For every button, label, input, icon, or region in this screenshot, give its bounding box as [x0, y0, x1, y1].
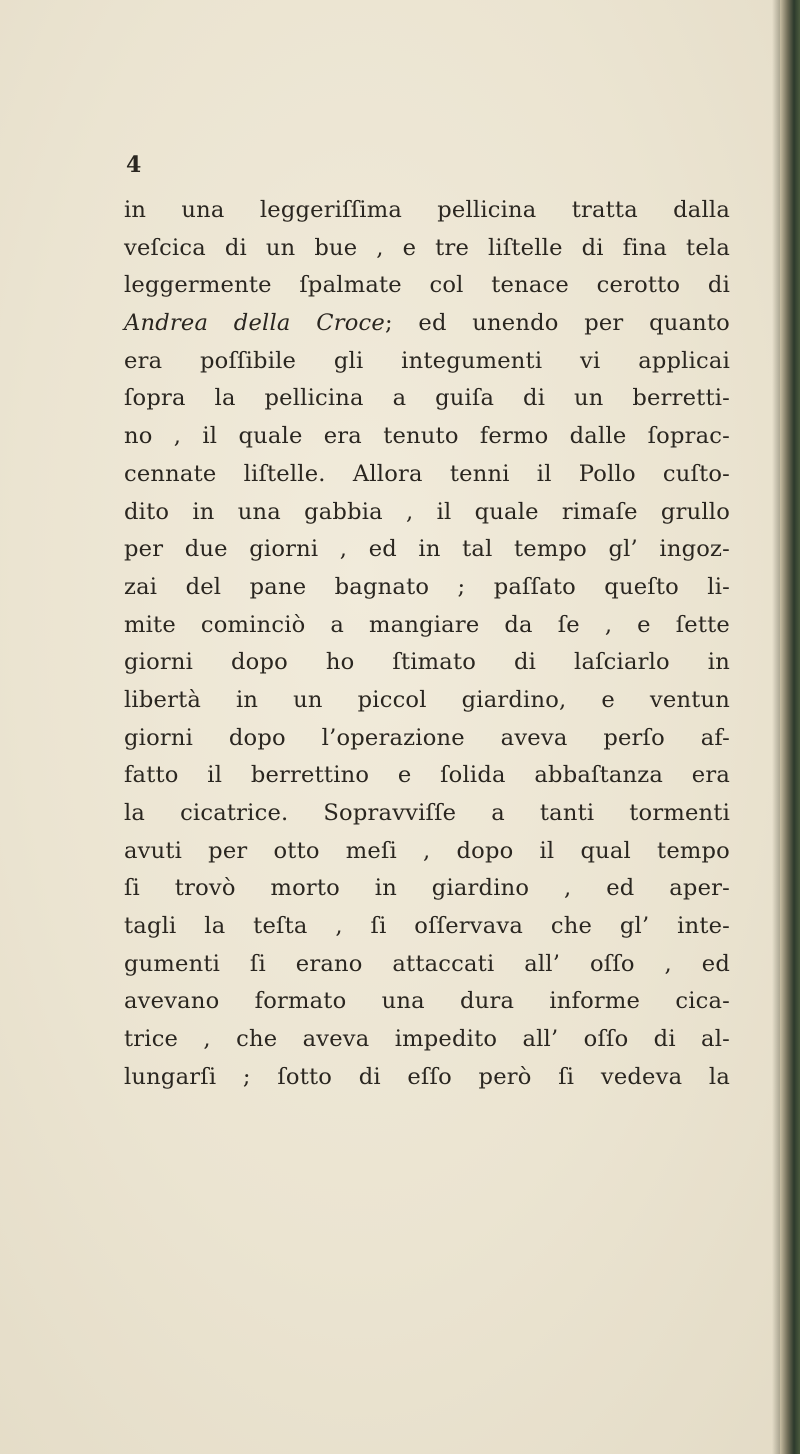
text-line: zai del pane bagnato ; paſſato queſto li- — [124, 573, 730, 600]
page-number: 4 — [126, 152, 142, 178]
text-line: la cicatrice. Sopravviſſe a tanti tormenti — [124, 800, 730, 826]
body-text — [124, 192, 730, 1097]
text-line: lungarſi ; ſotto di eſſo però ſi vedeva la — [124, 1063, 730, 1090]
binding-shadow — [772, 0, 780, 1454]
text-line: leggermente ſpalmate col tenace cerotto di — [124, 272, 730, 299]
text-line: gumenti ſi erano attaccati all’ oſſo , ed — [124, 950, 730, 977]
text-line: in una leggeriſſima pellicina tratta dalla — [124, 197, 730, 223]
text-line: ſi trovò morto in giardino , ed aper- — [124, 875, 730, 902]
text-line: ſopra la pellicina a guiſa di un berretti- — [124, 385, 730, 412]
text-line: no , il quale era tenuto fermo dalle ſoprac- — [124, 423, 730, 450]
text-line: per due giorni , ed in tal tempo gl’ ingoz- — [124, 536, 730, 563]
text-line: libertà in un piccol giardino, e ventun — [124, 686, 730, 713]
text-line: giorni dopo l’operazione aveva perſo af- — [124, 724, 730, 751]
text-line: dito in una gabbia , il quale rimaſe grullo — [124, 498, 730, 525]
text-line: trice , che aveva impedito all’ oſſo di al- — [124, 1026, 730, 1053]
text-line: tagli la teſta , ſi oſſervava che gl’ inte- — [124, 913, 730, 940]
text-line: fatto il berrettino e ſolida abbaſtanza era — [124, 762, 730, 789]
text-line: giorni dopo ho ſtimato di laſciarlo in — [124, 649, 730, 676]
text-line: Andrea della Croce; ed unendo per quanto — [124, 310, 730, 337]
text-line: mite cominciò a mangiare da ſe , e ſette — [124, 611, 730, 638]
book-binding — [780, 0, 800, 1454]
text-line: cennate liſtelle. Allora tenni il Pollo cuſto- — [124, 460, 730, 487]
text-line: veſcica di un bue , e tre liſtelle di fina tela — [124, 234, 730, 261]
text-line: avuti per otto meſi , dopo il qual tempo — [124, 837, 730, 864]
text-line: era poſſibile gli integumenti vi applicai — [124, 347, 730, 374]
text-line: avevano formato una dura informe cica- — [124, 988, 730, 1015]
